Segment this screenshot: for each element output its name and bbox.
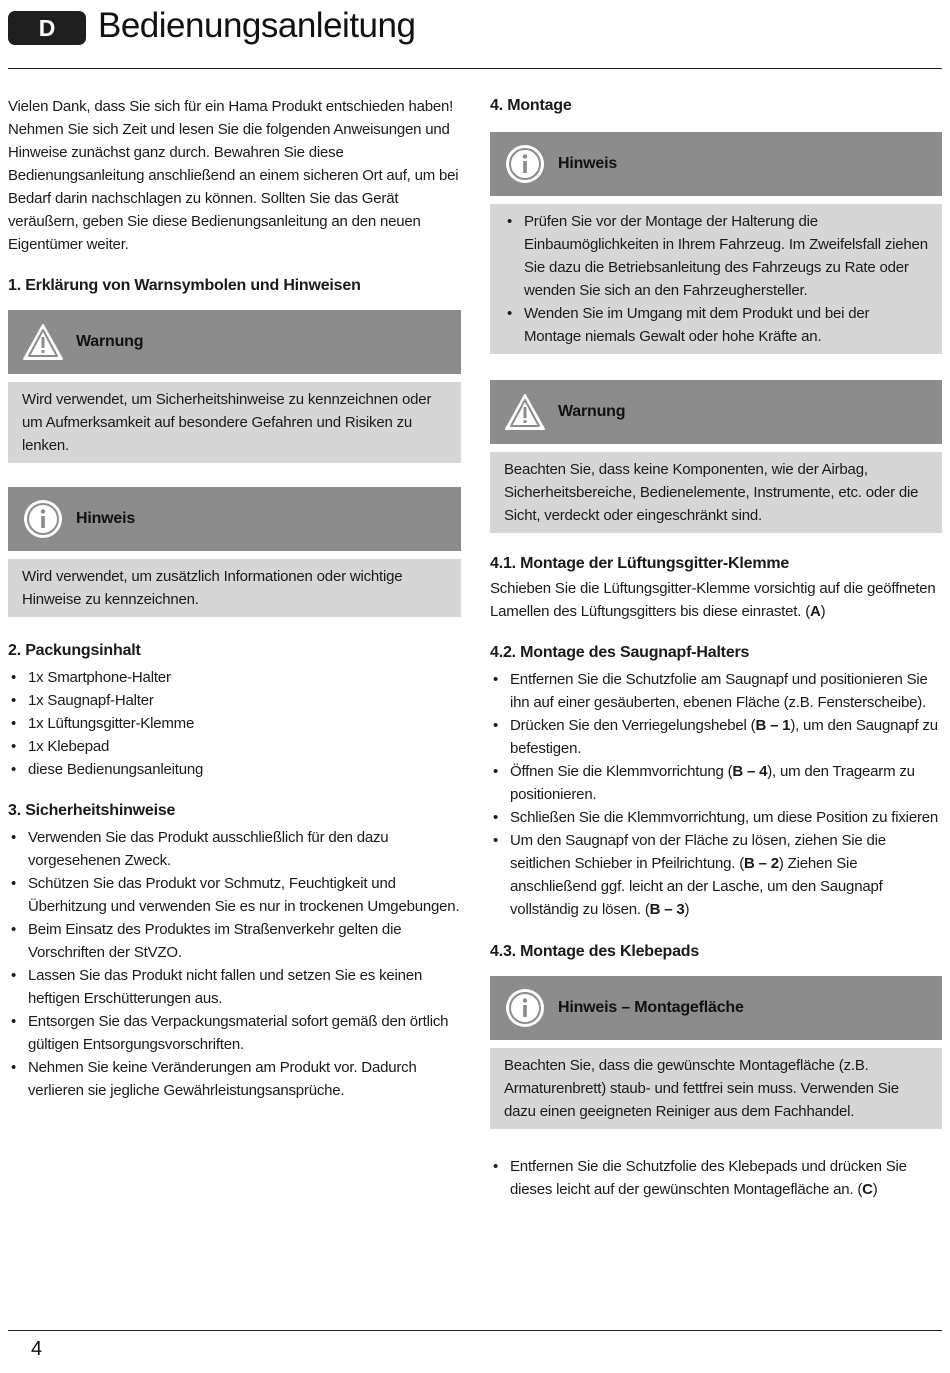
figure-ref: B – 4 xyxy=(732,763,768,780)
montage-warning-box-header xyxy=(490,380,942,444)
list-item: • Um den Saugnapf von der Fläche zu lösen, ziehen Sie die seitlichen Schieber in Pfeilrichtung. (B – 2) Ziehen Sie anschließend ggf. leicht an der Lasche, um den Saugnapf vollständig zu lösen. (B – 3) xyxy=(490,829,942,921)
adhesive-pad-steps xyxy=(490,1155,942,1201)
list-item: • 1x Saugnapf-Halter xyxy=(8,689,461,712)
list-item: • Lassen Sie das Produkt nicht fallen und setzen Sie es keinen heftigen Erschütterungen aus. xyxy=(8,964,461,1010)
list-item: • 1x Lüftungsgitter-Klemme xyxy=(8,712,461,735)
note-box-header xyxy=(8,487,461,551)
surface-note-box-header xyxy=(490,976,942,1040)
montage-note-box xyxy=(490,132,942,354)
warning-box-body: Wird verwendet, um Sicherheitshinweise zu kennzeichnen oder um Aufmerksamkeit auf besondere Gefahren und Risiken zu lenken. xyxy=(8,382,461,463)
page-title: Bedienungsanleitung xyxy=(98,6,416,45)
footer-divider xyxy=(8,1330,942,1331)
warning-box-title: Warnung xyxy=(76,333,144,350)
list-item: • Nehmen Sie keine Veränderungen am Produkt vor. Dadurch verlieren sie jegliche Gewährleistungsansprüche. xyxy=(8,1056,461,1102)
list-item: • Entfernen Sie die Schutzfolie am Saugnapf und positionieren Sie ihn auf einer gesäuberten, ebenen Fläche (z.B. Fensterscheibe). xyxy=(490,668,942,714)
info-icon xyxy=(504,143,546,185)
section-4-heading: 4. Montage xyxy=(490,97,572,114)
section-4-3-heading: 4.3. Montage des Klebepads xyxy=(490,943,700,960)
info-icon xyxy=(504,987,546,1029)
list-item: • Prüfen Sie vor der Montage der Halterung die Einbaumöglichkeiten in Ihrem Fahrzeug. Im Zweifelsfall ziehen Sie dazu die Betriebsanleitung des Fahrzeugs zu Rate oder wenden Sie sich an den Fahrzeughersteller. xyxy=(504,210,928,302)
suction-mount-steps xyxy=(490,668,942,921)
list-item: • 1x Smartphone-Halter xyxy=(8,666,461,689)
list-item: • Schließen Sie die Klemmvorrichtung, um diese Position zu fixieren xyxy=(490,806,942,829)
warning-box-header xyxy=(8,310,461,374)
page-header xyxy=(8,8,942,69)
section-2-heading: 2. Packungsinhalt xyxy=(8,642,141,659)
note-box-body: Wird verwendet, um zusätzlich Informationen oder wichtige Hinweise zu kennzeichnen. xyxy=(8,559,461,617)
right-column xyxy=(490,95,942,1201)
montage-warning-title: Warnung xyxy=(558,403,626,420)
language-badge: D xyxy=(8,11,86,45)
warning-box xyxy=(8,310,461,463)
info-icon xyxy=(22,498,64,540)
list-item: • Entsorgen Sie das Verpackungsmaterial sofort gemäß den örtlich gültigen Entsorgungsvorschriften. xyxy=(8,1010,461,1056)
section-4-1-heading: 4.1. Montage der Lüftungsgitter-Klemme xyxy=(490,555,790,572)
figure-ref: A xyxy=(809,603,821,620)
list-item: • Beim Einsatz des Produktes im Straßenverkehr gelten die Vorschriften der StVZO. xyxy=(8,918,461,964)
section-4-1-text: Schieben Sie die Lüftungsgitter-Klemme vorsichtig auf die geöffneten Lamellen des Lüftungsgitters bis diese einrastet. (A) xyxy=(490,580,936,620)
list-item: • diese Bedienungsanleitung xyxy=(8,758,461,781)
surface-note-box xyxy=(490,976,942,1129)
montage-note-body xyxy=(490,204,942,354)
section-1-heading: 1. Erklärung von Warnsymbolen und Hinweisen xyxy=(8,277,361,294)
intro-paragraph: Vielen Dank, dass Sie sich für ein Hama Produkt entschieden haben! Nehmen Sie sich Zeit und lesen Sie die folgenden Anweisungen und Hinweise zunächst ganz durch. Bewahren Sie diese Bedienungsanleitung anschließend an einem sicheren Ort auf, um bei Bedarf darin nachschlagen zu können. Sollten Sie das Gerät veräußern, geben Sie diese Bedienungsanleitung an den neuen Eigentümer weiter. xyxy=(8,98,459,253)
figure-ref: B – 3 xyxy=(649,901,685,918)
figure-ref: B – 1 xyxy=(755,717,791,734)
list-item: • Entfernen Sie die Schutzfolie des Klebepads und drücken Sie dieses leicht auf der gewünschten Montagefläche an. (C) xyxy=(490,1155,942,1201)
list-item: • 1x Klebepad xyxy=(8,735,461,758)
montage-note-title: Hinweis xyxy=(558,155,618,172)
list-item: • Wenden Sie im Umgang mit dem Produkt und bei der Montage niemals Gewalt oder hohe Kräfte an. xyxy=(504,302,928,348)
safety-list xyxy=(8,826,461,1102)
montage-warning-box xyxy=(490,380,942,533)
left-column xyxy=(8,95,461,1102)
list-item: • Drücken Sie den Verriegelungshebel (B – 1), um den Saugnapf zu befestigen. xyxy=(490,714,942,760)
page-number: 4 xyxy=(31,1338,43,1360)
warning-triangle-icon xyxy=(22,321,64,363)
surface-note-body: Beachten Sie, dass die gewünschte Montagefläche (z.B. Armaturenbrett) staub- und fettfrei sein muss. Verwenden Sie dazu einen geeigneten Reiniger aus dem Fachhandel. xyxy=(490,1048,942,1129)
section-3-heading: 3. Sicherheitshinweise xyxy=(8,802,176,819)
section-4-2-heading: 4.2. Montage des Saugnapf-Halters xyxy=(490,644,750,661)
surface-note-title: Hinweis – Montagefläche xyxy=(558,999,744,1016)
montage-warning-body: Beachten Sie, dass keine Komponenten, wie der Airbag, Sicherheitsbereiche, Bedienelemente, Instrumente, etc. oder die Sicht, verdeckt oder eingeschränkt sind. xyxy=(490,452,942,533)
list-item: • Öffnen Sie die Klemmvorrichtung (B – 4), um den Tragearm zu positionieren. xyxy=(490,760,942,806)
note-box xyxy=(8,487,461,617)
warning-triangle-icon xyxy=(504,391,546,433)
list-item: • Verwenden Sie das Produkt ausschließlich für den dazu vorgesehenen Zweck. xyxy=(8,826,461,872)
package-contents-list xyxy=(8,666,461,781)
note-box-title: Hinweis xyxy=(76,510,136,527)
figure-ref: C xyxy=(862,1181,873,1198)
figure-ref: B – 2 xyxy=(744,855,779,872)
list-item: • Schützen Sie das Produkt vor Schmutz, Feuchtigkeit und Überhitzung und verwenden Sie es nur in trockenen Umgebungen. xyxy=(8,872,461,918)
montage-note-box-header xyxy=(490,132,942,196)
